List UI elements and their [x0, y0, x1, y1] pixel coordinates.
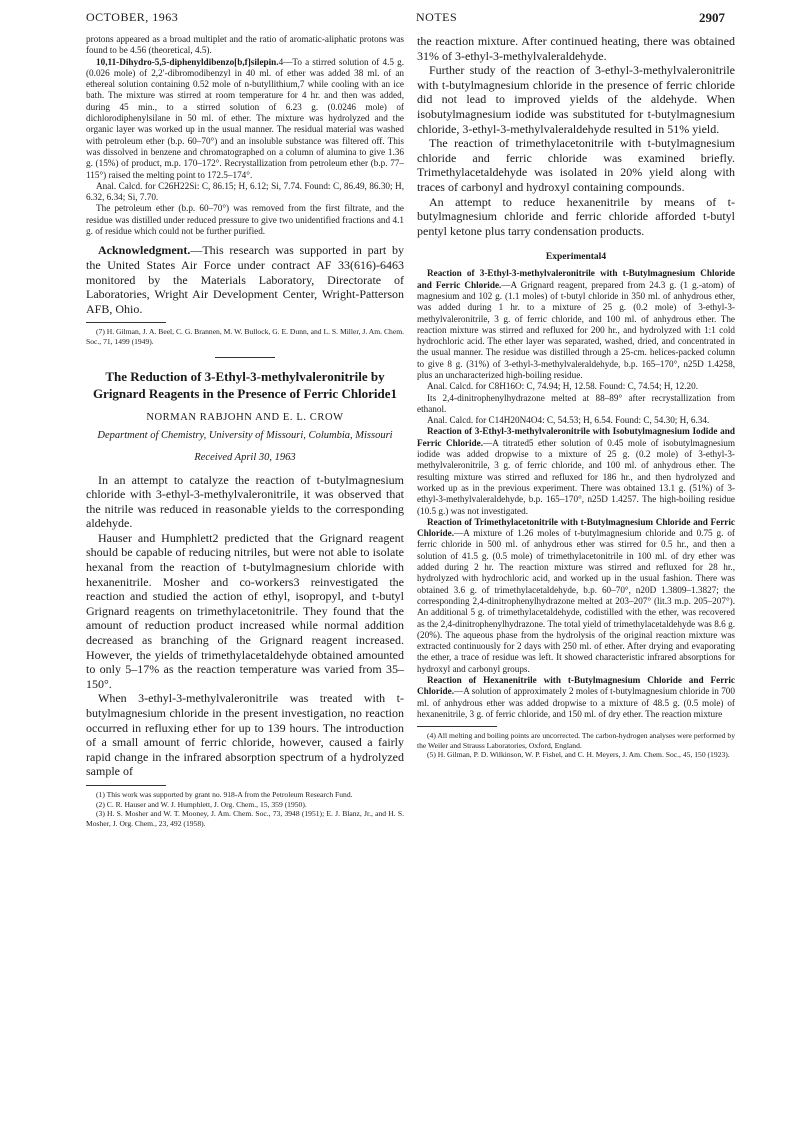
footnote-7: (7) H. Gilman, J. A. Beel, C. G. Brannen, M. W. Bullock, G. E. Dunn, and L. S. Miller, J. Am. Chem. Soc., 71, 1499 (1949).: [86, 327, 404, 346]
experiment-2-body: —A titrated5 ether solution of 0.45 mole of isobutylmagnesium iodide was added dropwise to a mixture of 25 g. (0.2 mole) of 3-ethyl-3-methylvaleronitrile, 3 g. of ferric chloride, and 100 ml. of anhydrous ether. The resulting mixture was stirred and refluxed for 186 hr., and then hydrolyzed and worked up as in the previous experiment. There was obtained 13.1 g. (51%) of 3-ethyl-3-methylvaleraldehyde, b.p. 165–170°, n25D 1.4257. The high-boiling residue (10.5 g.) was not investigated.: [417, 437, 735, 516]
acknowledgment-paragraph: [86, 243, 404, 316]
experiment-1-analysis: Anal. Calcd. for C8H16O: C, 74.94; H, 12.58. Found: C, 74.54; H, 12.20.: [427, 381, 699, 392]
author-affiliation: Department of Chemistry, University of Missouri, Columbia, Missouri: [97, 429, 393, 441]
body-paragraph-3: When 3-ethyl-3-methylvaleronitrile was treated with t-butylmagnesium chloride in the present investigation, no reaction occurred in refluxing ether for up to 139 hours. The introduction of a small amount of ferric chloride, however, caused a fairly rapid change in the infrared absorption spectrum of a hydrolyzed sample of: [86, 691, 404, 779]
footnote-rule-2: [86, 785, 166, 786]
body-paragraph-2: Hauser and Humphlett2 predicted that the Grignard reagent should be capable of reducing nitriles, but were not able to isolate hexanal from the reaction of t-butylmagnesium chloride with hexanenitrile. Mosher and co-workers3 reinvestigated the reaction and studied the action of ethyl, isopropyl, and t-butyl Grignard reagents on trimethylacetonitrile. They found that the amount of reduction product increased while normal addition decreased as branching of the Grignard reagent increased. However, the yields of trimethylacetaldehyde obtained amounted to only 5–17% as the reaction temperature was varied from 35–150°.: [86, 530, 404, 691]
right-paragraph-4: An attempt to reduce hexanenitrile by means of t-butylmagnesium chloride and ferric chloride afforded t-butyl pentyl ketone plus tarry condensation products.: [417, 194, 735, 238]
experiment-4-body: —A solution of approximately 2 moles of t-butylmagnesium chloride in 700 ml. of anhydrous ether was added dropwise to a mixture of 48.5 g. (0.5 mole) of hexanenitrile, 3 g. of ferric chloride, and 150 ml. of dry ether. The reaction mixture: [417, 686, 735, 719]
acknowledgment-body: —This research was supported in part by the United States Air Force under contract AF 33(616)-6463 monitored by the Materials Laboratory, Directorate of Laboratories, Wright Air Development Center, Wright-Patterson AFB, Ohio.: [86, 243, 404, 316]
running-head-date: OCTOBER, 1963: [86, 10, 179, 24]
experimental-heading: Experimental4: [545, 252, 607, 263]
left-column: [86, 34, 404, 828]
experiment-1-body: —A Grignard reagent, prepared from 24.3 g. (1 g.-atom) of magnesium and 102 g. (1.1 moles) of t-butyl chloride in 350 ml. of anhydrous ether, was added during 1 hr. to a mixture of 25 g. (0.2 mole) of 3-ethyl-3-methylvaleronitrile, 3 g. of ferric chloride, and 100 ml. of anhydrous ether. The reaction mixture was stirred and refluxed for 200 hr., and hydrolyzed with 1:1 cold hydrochloric acid. The ether layer was separated, washed, dried, and concentrated in the usual manner. The residue was distilled through a 25-cm. helices-packed column to give 8 g. (31%) of 3-ethyl-3-methylvaleraldehyde, b.p. 165–170°, n25D 1.4258, plus an uncharacterized high-boiling residue.: [417, 279, 735, 380]
experiment-3-body: —A mixture of 1.26 moles of t-butylmagnesium chloride and 0.75 g. of ferric chloride in 500 ml. of anhydrous ether was stirred for 0.5 hr., and then a solution of 41.5 g. (0.5 mole) of trimethylacetonitrile in 100 ml. of dry ether was added during 2 hr. The reaction mixture was stirred and refluxed for 28 hr., hydrolyzed with hydrochloric acid, and worked up in the usual fashion. There was obtained 3.6 g. of trimethylacetaldehyde, b.p. 60–70°, n20D 1.3809–1.3827; the corresponding 2,4-dinitrophenylhydrazone melted at 203–207° (lit.3 m.p. 205–207°). An additional 5 g. of trimethylacetaldehyde, codistilled with the ether, was recovered as the 2,4-dinitrophenylhydrazone. The total yield of trimethylacetaldehyde was 8.6 g. (20%). The aqueous phase from the hydrolysis of the original reaction mixture was extracted continuously for 2 days with 250 ml. of ether. After drying and evaporating the ether, a trace of residue was left. It showed characteristic infrared absorptions for hydroxyl and carbonyl groups.: [417, 528, 735, 674]
footnote-4: (4) All melting and boiling points are uncorrected. The carbon-hydrogen analyses were performed by the Weiler and Strauss Laboratories, Oxford, England.: [417, 731, 735, 750]
experiment-2-heading: Reaction of 3-Ethyl-3-methylvaleronitrile with Isobutylmagnesium Iodide and Ferric Chloride.: [417, 426, 735, 448]
article-title: The Reduction of 3-Ethyl-3-methylvaleronitrile by Grignard Reagents in the Presence of Ferric Chloride1: [92, 368, 398, 401]
experiment-2: [417, 426, 735, 516]
right-paragraph-1: the reaction mixture. After continued heating, there was obtained 31% of 3-ethyl-3-methylvaleraldehyde.: [417, 34, 735, 63]
right-paragraph-3: The reaction of trimethylacetonitrile with t-butylmagnesium chloride and ferric chloride was examined briefly. Trimethylacetaldehyde was isolated in 20% yield along with traces of carbonyl and hydroxyl containing compounds.: [417, 136, 735, 194]
preparation-paragraph: [86, 57, 404, 181]
analysis-line: Anal. Calcd. for C26H22Si: C, 86.15; H, 6.12; Si, 7.74. Found: C, 86.49, 86.30; H, 6.32, 6.34; Si, 7.70.: [86, 180, 404, 203]
article-separator: [215, 357, 275, 358]
petroleum-paragraph: The petroleum ether (b.p. 60–70°) was removed from the first filtrate, and the residue was distilled under reduced pressure to give two unidentified fractions and 4.1 g. of residue which could not be further purified.: [86, 203, 404, 237]
footnote-1: (1) This work was supported by grant no. 918-A from the Petroleum Research Fund.: [96, 789, 353, 799]
body-paragraph-1: In an attempt to catalyze the reaction of t-butylmagnesium chloride with 3-ethyl-3-methylvaleronitrile, it was observed that the nitrile was reduced in reasonable yields to the corresponding aldehyde.: [86, 472, 404, 531]
article-authors: NORMAN RABJOHN AND E. L. CROW: [146, 411, 344, 423]
preparation-heading: 10,11-Dihydro-5,5-diphenyldibenzo[b,f]silepin.: [96, 56, 279, 67]
preparation-body: 4—To a stirred solution of 4.5 g. (0.026 mole) of 2,2′-dibromodibenzyl in 40 ml. of ether was added 38 ml. of an ethereal solution containing 0.52 mole of n-butyllithium,7 while cooling with an ice bath. The mixture was stirred at room temperature for 4 hr. and then was added, during 45 min., to a stirred solution of 6.23 g. (0.0246 mole) of dichlorodiphenylsilane in 50 ml. of ether. The mixture was hydrolyzed and the organic layer was worked up in the usual manner. The residual material was washed with petroleum ether (b.p. 60–70°) and an insoluble substance was filtered off. This was dissolved in benzene and chromatographed on a column of alumina to give 1.36 g. (15%) of product, m.p. 170–172°. Recrystallization from petroleum ether (b.p. 77–115°) raised the melting point to 172.5–174°.: [86, 56, 404, 180]
right-paragraph-2: Further study of the reaction of 3-ethyl-3-methylvaleronitrile with t-butylmagnesium chloride in the presence of ferric chloride did not lead to improved yields of the aldehyde. When isobutylmagnesium iodide was substituted for t-butylmagnesium chloride, 3-ethyl-3-methylvaleraldehyde resulted in 51% yield.: [417, 63, 735, 136]
footnote-2: (2) C. R. Hauser and W. J. Humphlett, J. Org. Chem., 15, 359 (1950).: [96, 799, 307, 809]
running-head-section: NOTES: [416, 10, 458, 24]
experiment-1-dnp: Its 2,4-dinitrophenylhydrazone melted at 88–89° after recrystallization from ethanol.: [417, 392, 735, 414]
intro-continuation: protons appeared as a broad multiplet and the ratio of aromatic-aliphatic protons was found to be 4.56 (theoretical, 4.5).: [86, 34, 404, 56]
footnote-rule-3: [417, 726, 497, 727]
page-header: [86, 10, 725, 30]
right-column: [417, 34, 735, 760]
experiment-3-heading: Reaction of Trimethylacetonitrile with t-Butylmagnesium Chloride and Ferric Chloride.: [417, 516, 735, 539]
experiment-4-heading: Reaction of Hexanenitrile with t-Butylmagnesium Chloride and Ferric Chloride.: [417, 675, 735, 697]
acknowledgment-heading: Acknowledgment.: [98, 243, 191, 258]
experiment-3: [417, 517, 735, 675]
footnote-3: (3) H. S. Mosher and W. T. Mooney, J. Am. Chem. Soc., 73, 3948 (1951); E. J. Blanz, Jr., and H. S. Mosher, J. Org. Chem., 23, 492 (1958).: [86, 809, 404, 828]
received-date: Received April 30, 1963: [194, 451, 296, 463]
footnote-rule: [86, 322, 166, 323]
page-number: 2907: [699, 10, 725, 25]
footnote-5: (5) H. Gilman, P. D. Wilkinson, W. P. Fishel, and C. H. Meyers, J. Am. Chem. Soc., 45, 150 (1923).: [427, 750, 730, 760]
experiment-1-heading: Reaction of 3-Ethyl-3-methylvaleronitrile with t-Butylmagnesium Chloride and Ferric Chloride.: [417, 268, 735, 290]
experiment-1-analysis-2: Anal. Calcd. for C14H20N4O4: C, 54.53; H, 6.54. Found: C, 54.30; H, 6.34.: [427, 415, 710, 426]
experiment-1: [417, 268, 735, 381]
experiment-4: [417, 675, 735, 720]
